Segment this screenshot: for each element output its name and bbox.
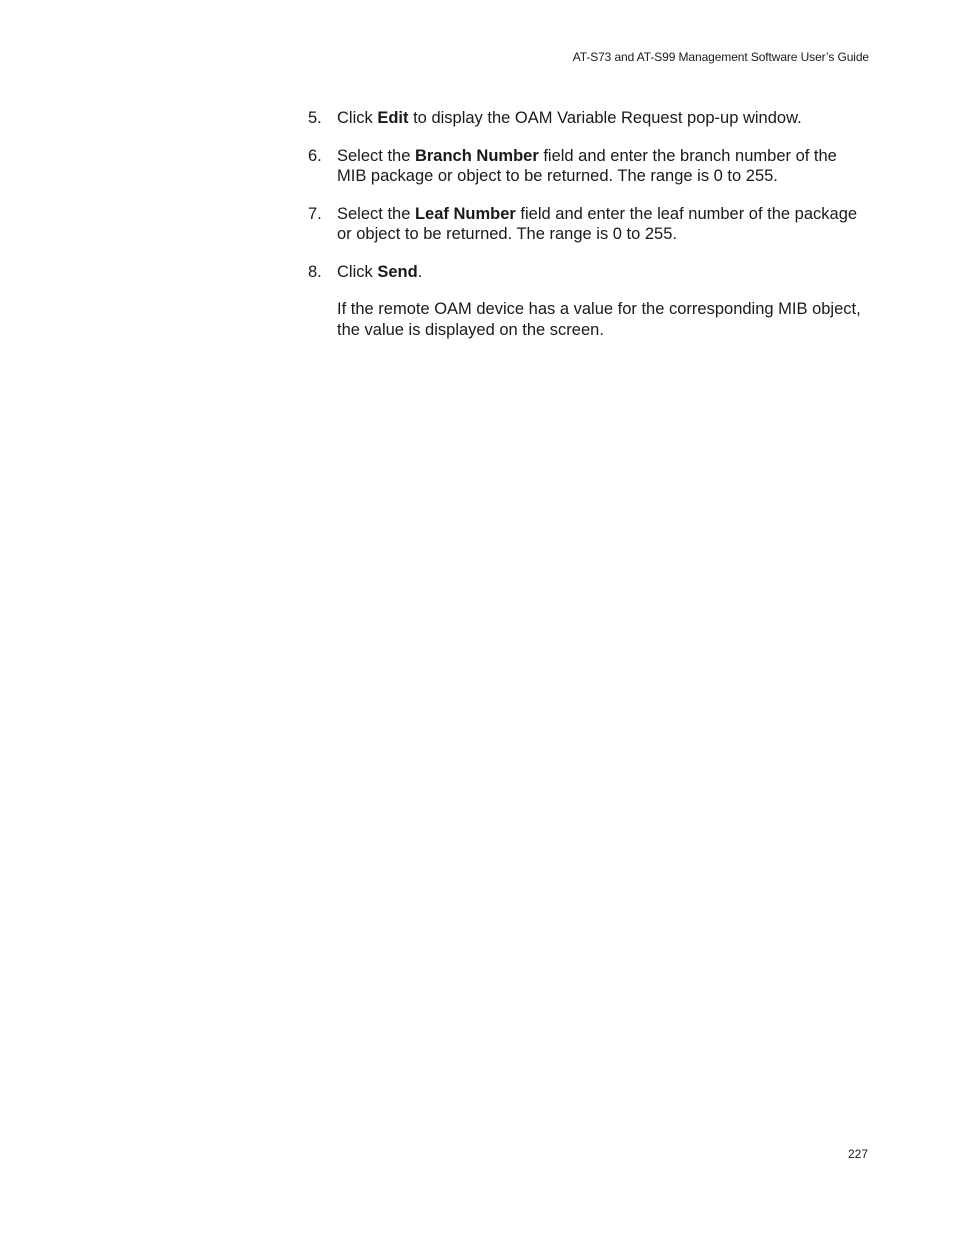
running-header: AT-S73 and AT-S99 Management Software User’s Guide — [572, 50, 869, 64]
step-text-pre: Click — [337, 262, 378, 281]
step-text — [337, 205, 857, 244]
step-ui-term: Edit — [377, 109, 409, 127]
step-5 — [308, 108, 868, 129]
step-number: 5. — [308, 109, 322, 127]
step-ui-term: Branch Number — [414, 146, 539, 165]
procedure-steps — [308, 108, 868, 340]
step-text — [337, 109, 802, 127]
step-text-post: . — [417, 262, 423, 281]
step-text-pre: Select the — [337, 146, 415, 165]
step-number: 7. — [308, 204, 322, 223]
step-number: 8. — [308, 262, 322, 281]
page-number: 227 — [847, 1147, 868, 1161]
step-text-post: field and enter the branch number of the MIB package or object to be returned. The range is 0 to 255. — [337, 146, 837, 185]
step-7 — [308, 204, 868, 245]
step-text-post: to display the OAM Variable Request pop-up window. — [408, 109, 802, 127]
step-text — [337, 263, 422, 281]
step-ui-term: Send — [377, 262, 418, 281]
step-6 — [308, 146, 868, 187]
step-ui-term: Leaf Number — [414, 204, 516, 223]
step-text — [337, 147, 837, 186]
step-text-pre: Click — [337, 109, 378, 127]
step-text-post: field and enter the leaf number of the package or object to be returned. The range is 0 to 255. — [337, 204, 858, 243]
step-8-result-note: If the remote OAM device has a value for the corresponding MIB object, the value is displayed on the screen. — [337, 300, 861, 339]
step-8 — [308, 262, 868, 283]
step-number: 6. — [308, 146, 322, 165]
step-text-pre: Select the — [337, 204, 415, 223]
